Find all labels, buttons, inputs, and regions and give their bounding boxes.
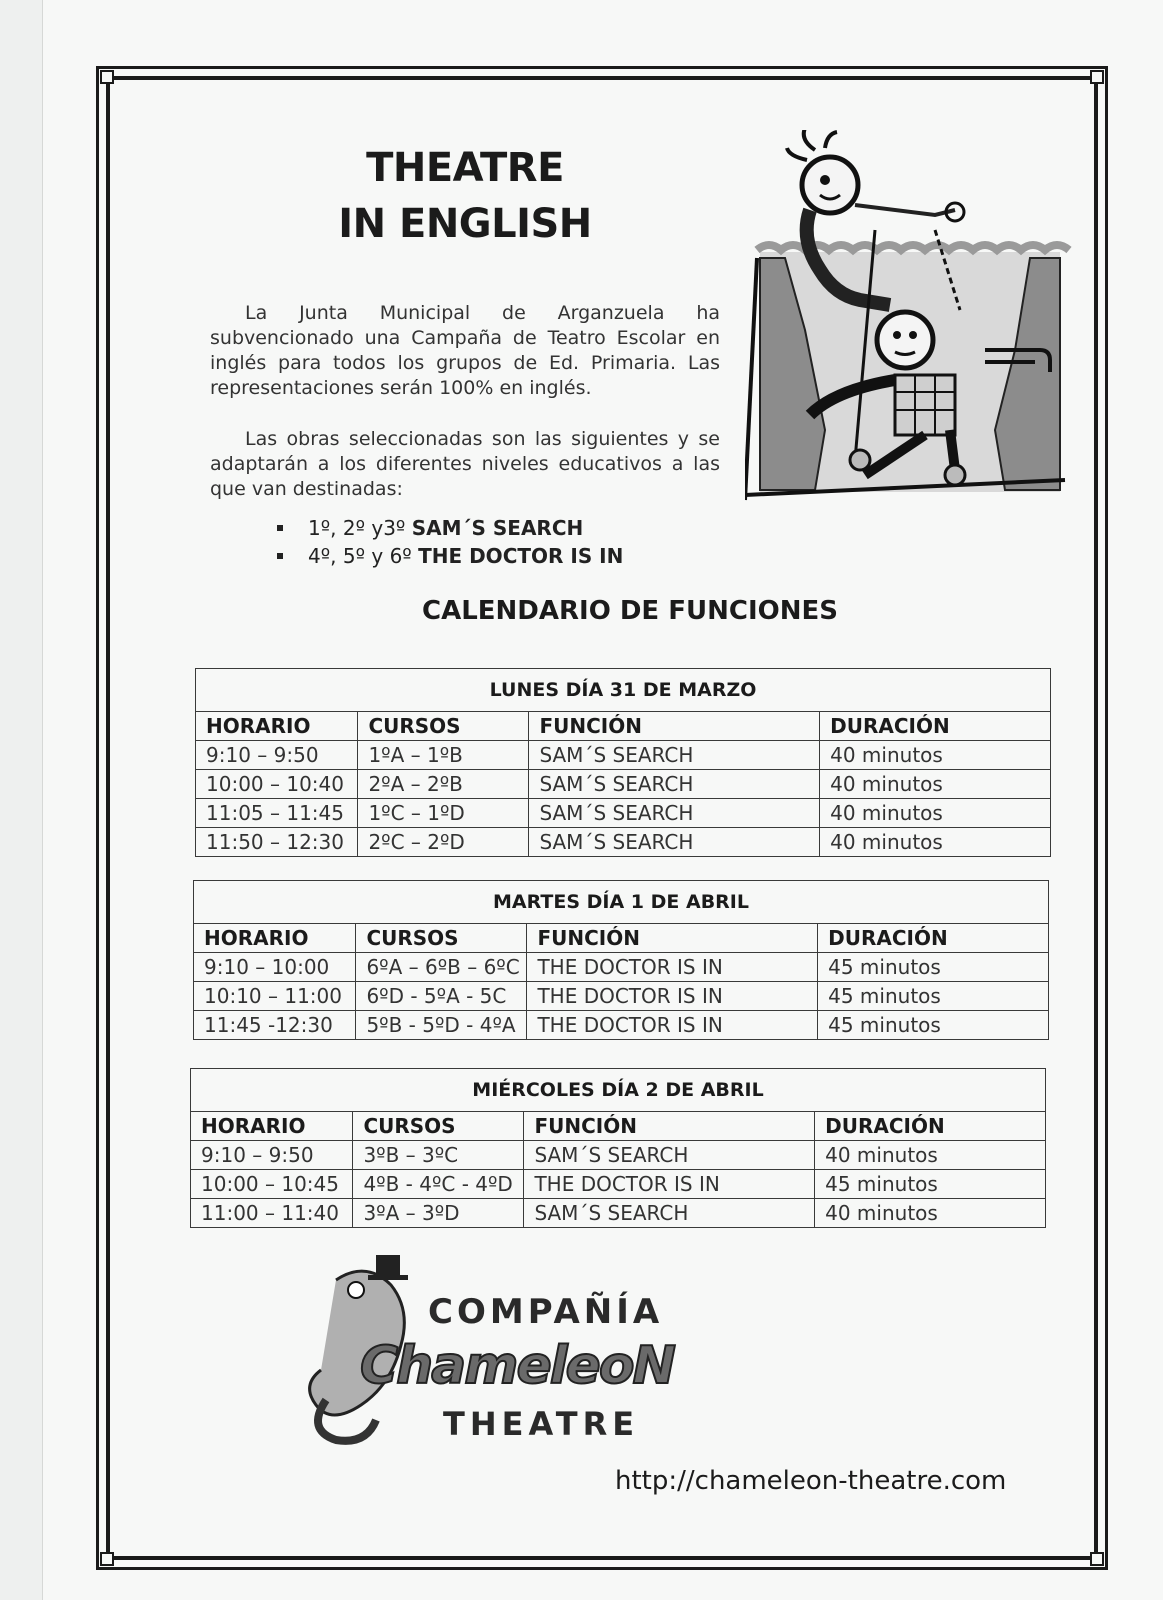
column-header-funcion: FUNCIÓN (524, 1112, 815, 1141)
cell-cursos: 2ºC – 2ºD (358, 828, 529, 857)
bullet-icon (277, 525, 283, 531)
column-header-funcion: FUNCIÓN (529, 712, 820, 741)
theatre-illustration (745, 130, 1075, 515)
day-heading: LUNES DÍA 31 DE MARZO (196, 669, 1051, 712)
border-corner (1090, 70, 1104, 84)
day-heading-row (194, 881, 1049, 924)
title-line: THEATRE (366, 145, 564, 191)
cell-horario: 9:10 – 9:50 (191, 1141, 353, 1170)
page-edge (0, 0, 43, 1600)
cell-cursos: 6ºA – 6ºB – 6ºC (356, 953, 527, 982)
play-title: THE DOCTOR IS IN (418, 544, 624, 568)
column-header-row (194, 924, 1049, 953)
day-heading: MIÉRCOLES DÍA 2 DE ABRIL (191, 1069, 1046, 1112)
day-heading-row (196, 669, 1051, 712)
column-header-horario: HORARIO (191, 1112, 353, 1141)
cell-cursos: 3ºB – 3ºC (353, 1141, 524, 1170)
logo-company-label: COMPAÑÍA (428, 1292, 664, 1332)
play-levels: 4º, 5º y 6º (308, 544, 412, 568)
list-item (270, 514, 623, 542)
table-row (196, 741, 1051, 770)
cell-funcion: THE DOCTOR IS IN (527, 982, 818, 1011)
border-corner (1090, 1552, 1104, 1566)
title-line: IN ENGLISH (338, 201, 592, 247)
table-row (194, 953, 1049, 982)
cell-cursos: 1ºA – 1ºB (358, 741, 529, 770)
cell-duracion: 45 minutos (818, 982, 1049, 1011)
border-corner (100, 1552, 114, 1566)
cell-cursos: 3ºA – 3ºD (353, 1199, 524, 1228)
border-corner (100, 70, 114, 84)
cell-funcion: SAM´S SEARCH (524, 1141, 815, 1170)
schedule-table (190, 1068, 1046, 1228)
cell-funcion: SAM´S SEARCH (529, 770, 820, 799)
cell-duracion: 40 minutos (820, 741, 1051, 770)
cell-cursos: 5ºB - 5ºD - 4ºA (356, 1011, 527, 1040)
day-heading-row (191, 1069, 1046, 1112)
intro-paragraph: Las obras seleccionadas son las siguientes y se adaptarán a los diferentes niveles educativos a las que van destinadas: (210, 428, 720, 500)
calendar-title: CALENDARIO DE FUNCIONES (422, 596, 838, 626)
cell-duracion: 45 minutos (818, 953, 1049, 982)
column-header-cursos: CURSOS (353, 1112, 524, 1141)
column-header-row (196, 712, 1051, 741)
table-row (191, 1199, 1046, 1228)
cell-horario: 11:00 – 11:40 (191, 1199, 353, 1228)
table-row (194, 982, 1049, 1011)
column-header-horario: HORARIO (196, 712, 358, 741)
table-row (196, 770, 1051, 799)
column-header-funcion: FUNCIÓN (527, 924, 818, 953)
cell-horario: 10:00 – 10:40 (196, 770, 358, 799)
cell-cursos: 4ºB - 4ºC - 4ºD (353, 1170, 524, 1199)
table-row (196, 799, 1051, 828)
column-header-duracion: DURACIÓN (818, 924, 1049, 953)
cell-horario: 9:10 – 10:00 (194, 953, 356, 982)
cell-funcion: SAM´S SEARCH (529, 828, 820, 857)
table-row (191, 1141, 1046, 1170)
cell-duracion: 45 minutos (818, 1011, 1049, 1040)
cell-duracion: 45 minutos (815, 1170, 1046, 1199)
cell-duracion: 40 minutos (820, 828, 1051, 857)
website-url: http://chameleon-theatre.com (615, 1466, 1007, 1496)
logo-theatre-label: THEATRE (443, 1405, 640, 1443)
table-row (191, 1170, 1046, 1199)
column-header-duracion: DURACIÓN (815, 1112, 1046, 1141)
cell-funcion: THE DOCTOR IS IN (527, 1011, 818, 1040)
cell-funcion: SAM´S SEARCH (524, 1199, 815, 1228)
logo-name: ChameleoN (360, 1336, 675, 1396)
cell-funcion: SAM´S SEARCH (529, 741, 820, 770)
column-header-cursos: CURSOS (356, 924, 527, 953)
cell-funcion: THE DOCTOR IS IN (527, 953, 818, 982)
cell-funcion: SAM´S SEARCH (529, 799, 820, 828)
cell-duracion: 40 minutos (820, 799, 1051, 828)
cell-horario: 10:00 – 10:45 (191, 1170, 353, 1199)
cell-horario: 10:10 – 11:00 (194, 982, 356, 1011)
cell-horario: 11:50 – 12:30 (196, 828, 358, 857)
column-header-horario: HORARIO (194, 924, 356, 953)
cell-cursos: 2ºA – 2ºB (358, 770, 529, 799)
page-title (330, 140, 600, 252)
schedule-table (193, 880, 1049, 1040)
plays-list (270, 514, 623, 570)
table-row (196, 828, 1051, 857)
cell-duracion: 40 minutos (815, 1199, 1046, 1228)
cell-cursos: 6ºD - 5ºA - 5C (356, 982, 527, 1011)
day-heading: MARTES DÍA 1 DE ABRIL (194, 881, 1049, 924)
intro-paragraph: La Junta Municipal de Arganzuela ha subvencionado una Campaña de Teatro Escolar en inglés para todos los grupos de Ed. Primaria. Las representaciones serán 100% en inglés. (210, 302, 720, 399)
cell-horario: 11:45 -12:30 (194, 1011, 356, 1040)
schedule-table (195, 668, 1051, 857)
cell-funcion: THE DOCTOR IS IN (524, 1170, 815, 1199)
column-header-row (191, 1112, 1046, 1141)
cell-horario: 9:10 – 9:50 (196, 741, 358, 770)
column-header-duracion: DURACIÓN (820, 712, 1051, 741)
cell-horario: 11:05 – 11:45 (196, 799, 358, 828)
cell-duracion: 40 minutos (815, 1141, 1046, 1170)
cell-cursos: 1ºC – 1ºD (358, 799, 529, 828)
table-row (194, 1011, 1049, 1040)
play-title: SAM´S SEARCH (411, 516, 584, 540)
list-item (270, 542, 623, 570)
play-levels: 1º, 2º y3º (308, 516, 406, 540)
bullet-icon (277, 553, 283, 559)
column-header-cursos: CURSOS (358, 712, 529, 741)
cell-duracion: 40 minutos (820, 770, 1051, 799)
